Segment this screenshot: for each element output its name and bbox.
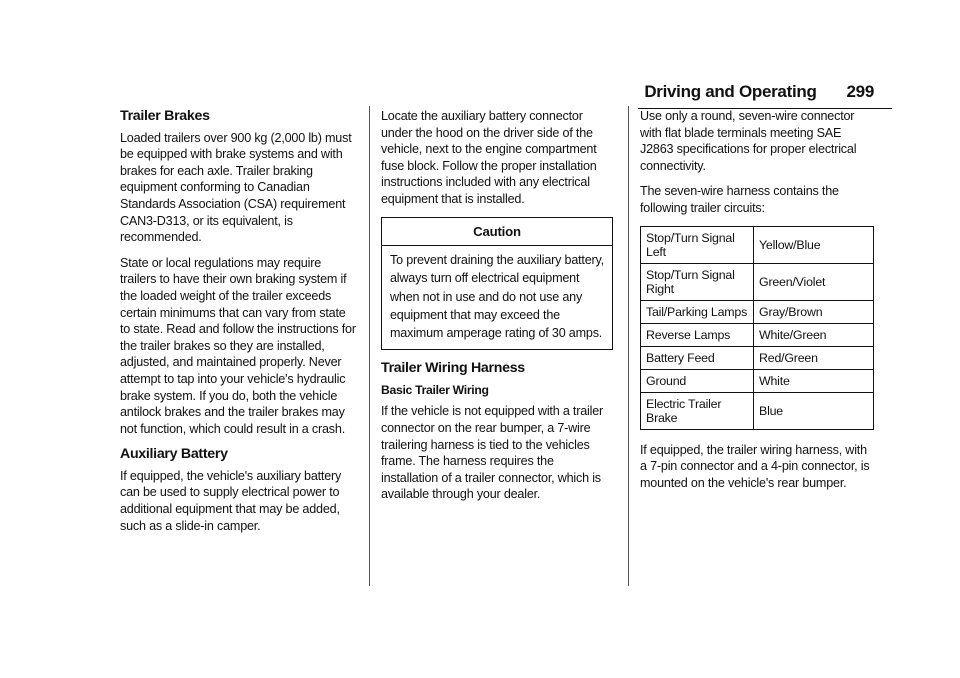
circuit-cell: Ground	[641, 369, 754, 392]
paragraph-connector-spec: Use only a round, seven-wire connector with flat blade terminals meeting SAE J2863 specifications for proper electrical connectivity.	[640, 109, 857, 173]
wire-color-cell: White/Green	[754, 323, 874, 346]
paragraph-harness-circuits: The seven-wire harness contains the following trailer circuits:	[640, 184, 839, 215]
circuit-cell: Reverse Lamps	[641, 323, 754, 346]
table-row	[641, 346, 874, 369]
circuit-cell: Tail/Parking Lamps	[641, 300, 754, 323]
paragraph-battery-connector: Locate the auxiliary battery connector under the hood on the driver side of the vehicle, next to the engine compartment fuse block. Follow the proper installation instructions included with any electrical equipment that is installed.	[381, 109, 597, 206]
wire-color-cell: Green/Violet	[754, 263, 874, 300]
table-row	[641, 323, 874, 346]
table-row	[641, 369, 874, 392]
heading-basic-trailer-wiring: Basic Trailer Wiring	[381, 382, 489, 397]
wire-color-cell: White	[754, 369, 874, 392]
circuit-cell: Stop/Turn Signal Left	[641, 226, 754, 263]
heading-trailer-brakes: Trailer Brakes	[120, 108, 210, 124]
wire-color-cell: Blue	[754, 392, 874, 429]
paragraph-harness-mounting: If equipped, the trailer wiring harness, with a 7-pin connector and a 4-pin connector, is mounted on the vehicle's rear bumper.	[640, 442, 870, 490]
circuit-cell: Stop/Turn Signal Right	[641, 263, 754, 300]
heading-trailer-wiring-harness: Trailer Wiring Harness	[381, 360, 525, 377]
circuit-cell: Electric Trailer Brake	[641, 392, 754, 429]
paragraph-trailer-brakes-1: Loaded trailers over 900 kg (2,000 lb) must be equipped with brake systems and with brakes for each axle. Trailer braking equipment conforming to Canadian Standards Association (CSA) requirement CAN3-D313, or its equivalent, is recommended.	[120, 130, 352, 245]
caution-title: Caution	[382, 218, 612, 247]
circuit-cell: Battery Feed	[641, 346, 754, 369]
column-left	[120, 108, 358, 543]
table-row	[641, 263, 874, 300]
circuit-table	[640, 226, 874, 430]
column-middle	[381, 108, 613, 512]
table-row	[641, 226, 874, 263]
paragraph-trailer-brakes-2: State or local regulations may require trailers to have their own braking system if the loaded weight of the trailer exceeds certain minimums that can vary from state to state. Read and follow the instructions for the trailer brakes so they are installed, adjusted, and maintained properly. Never attempt to tap into your vehicle's hydraulic brake system. If you do, both the vehicle antilock brakes and the trailer brakes may not function, which could result in a crash.	[120, 255, 356, 436]
heading-auxiliary-battery: Auxiliary Battery	[120, 446, 228, 463]
paragraph-auxiliary-battery: If equipped, the vehicle's auxiliary battery can be used to supply electrical power to additional equipment that may be added, such as a slide-in camper.	[120, 468, 342, 533]
column-right	[640, 108, 876, 500]
column-divider-2	[628, 106, 629, 586]
wire-color-cell: Red/Green	[754, 346, 874, 369]
page-header	[644, 82, 874, 102]
page-number: 299	[846, 82, 874, 101]
wire-color-cell: Gray/Brown	[754, 300, 874, 323]
table-row	[641, 392, 874, 429]
table-row	[641, 300, 874, 323]
caution-text: To prevent draining the auxiliary battery, always turn off electrical equipment when not in use and do not use any equipment that may exceed the maximum amperage rating of 30 amps.	[390, 253, 604, 340]
column-divider-1	[369, 106, 370, 586]
paragraph-basic-wiring: If the vehicle is not equipped with a trailer connector on the rear bumper, a 7-wire trailering harness is tied to the vehicles frame. The harness requires the installation of a trailer connector, which is available through your dealer.	[381, 404, 604, 502]
section-title: Driving and Operating	[644, 82, 817, 101]
wire-color-cell: Yellow/Blue	[754, 226, 874, 263]
caution-box	[381, 217, 613, 351]
